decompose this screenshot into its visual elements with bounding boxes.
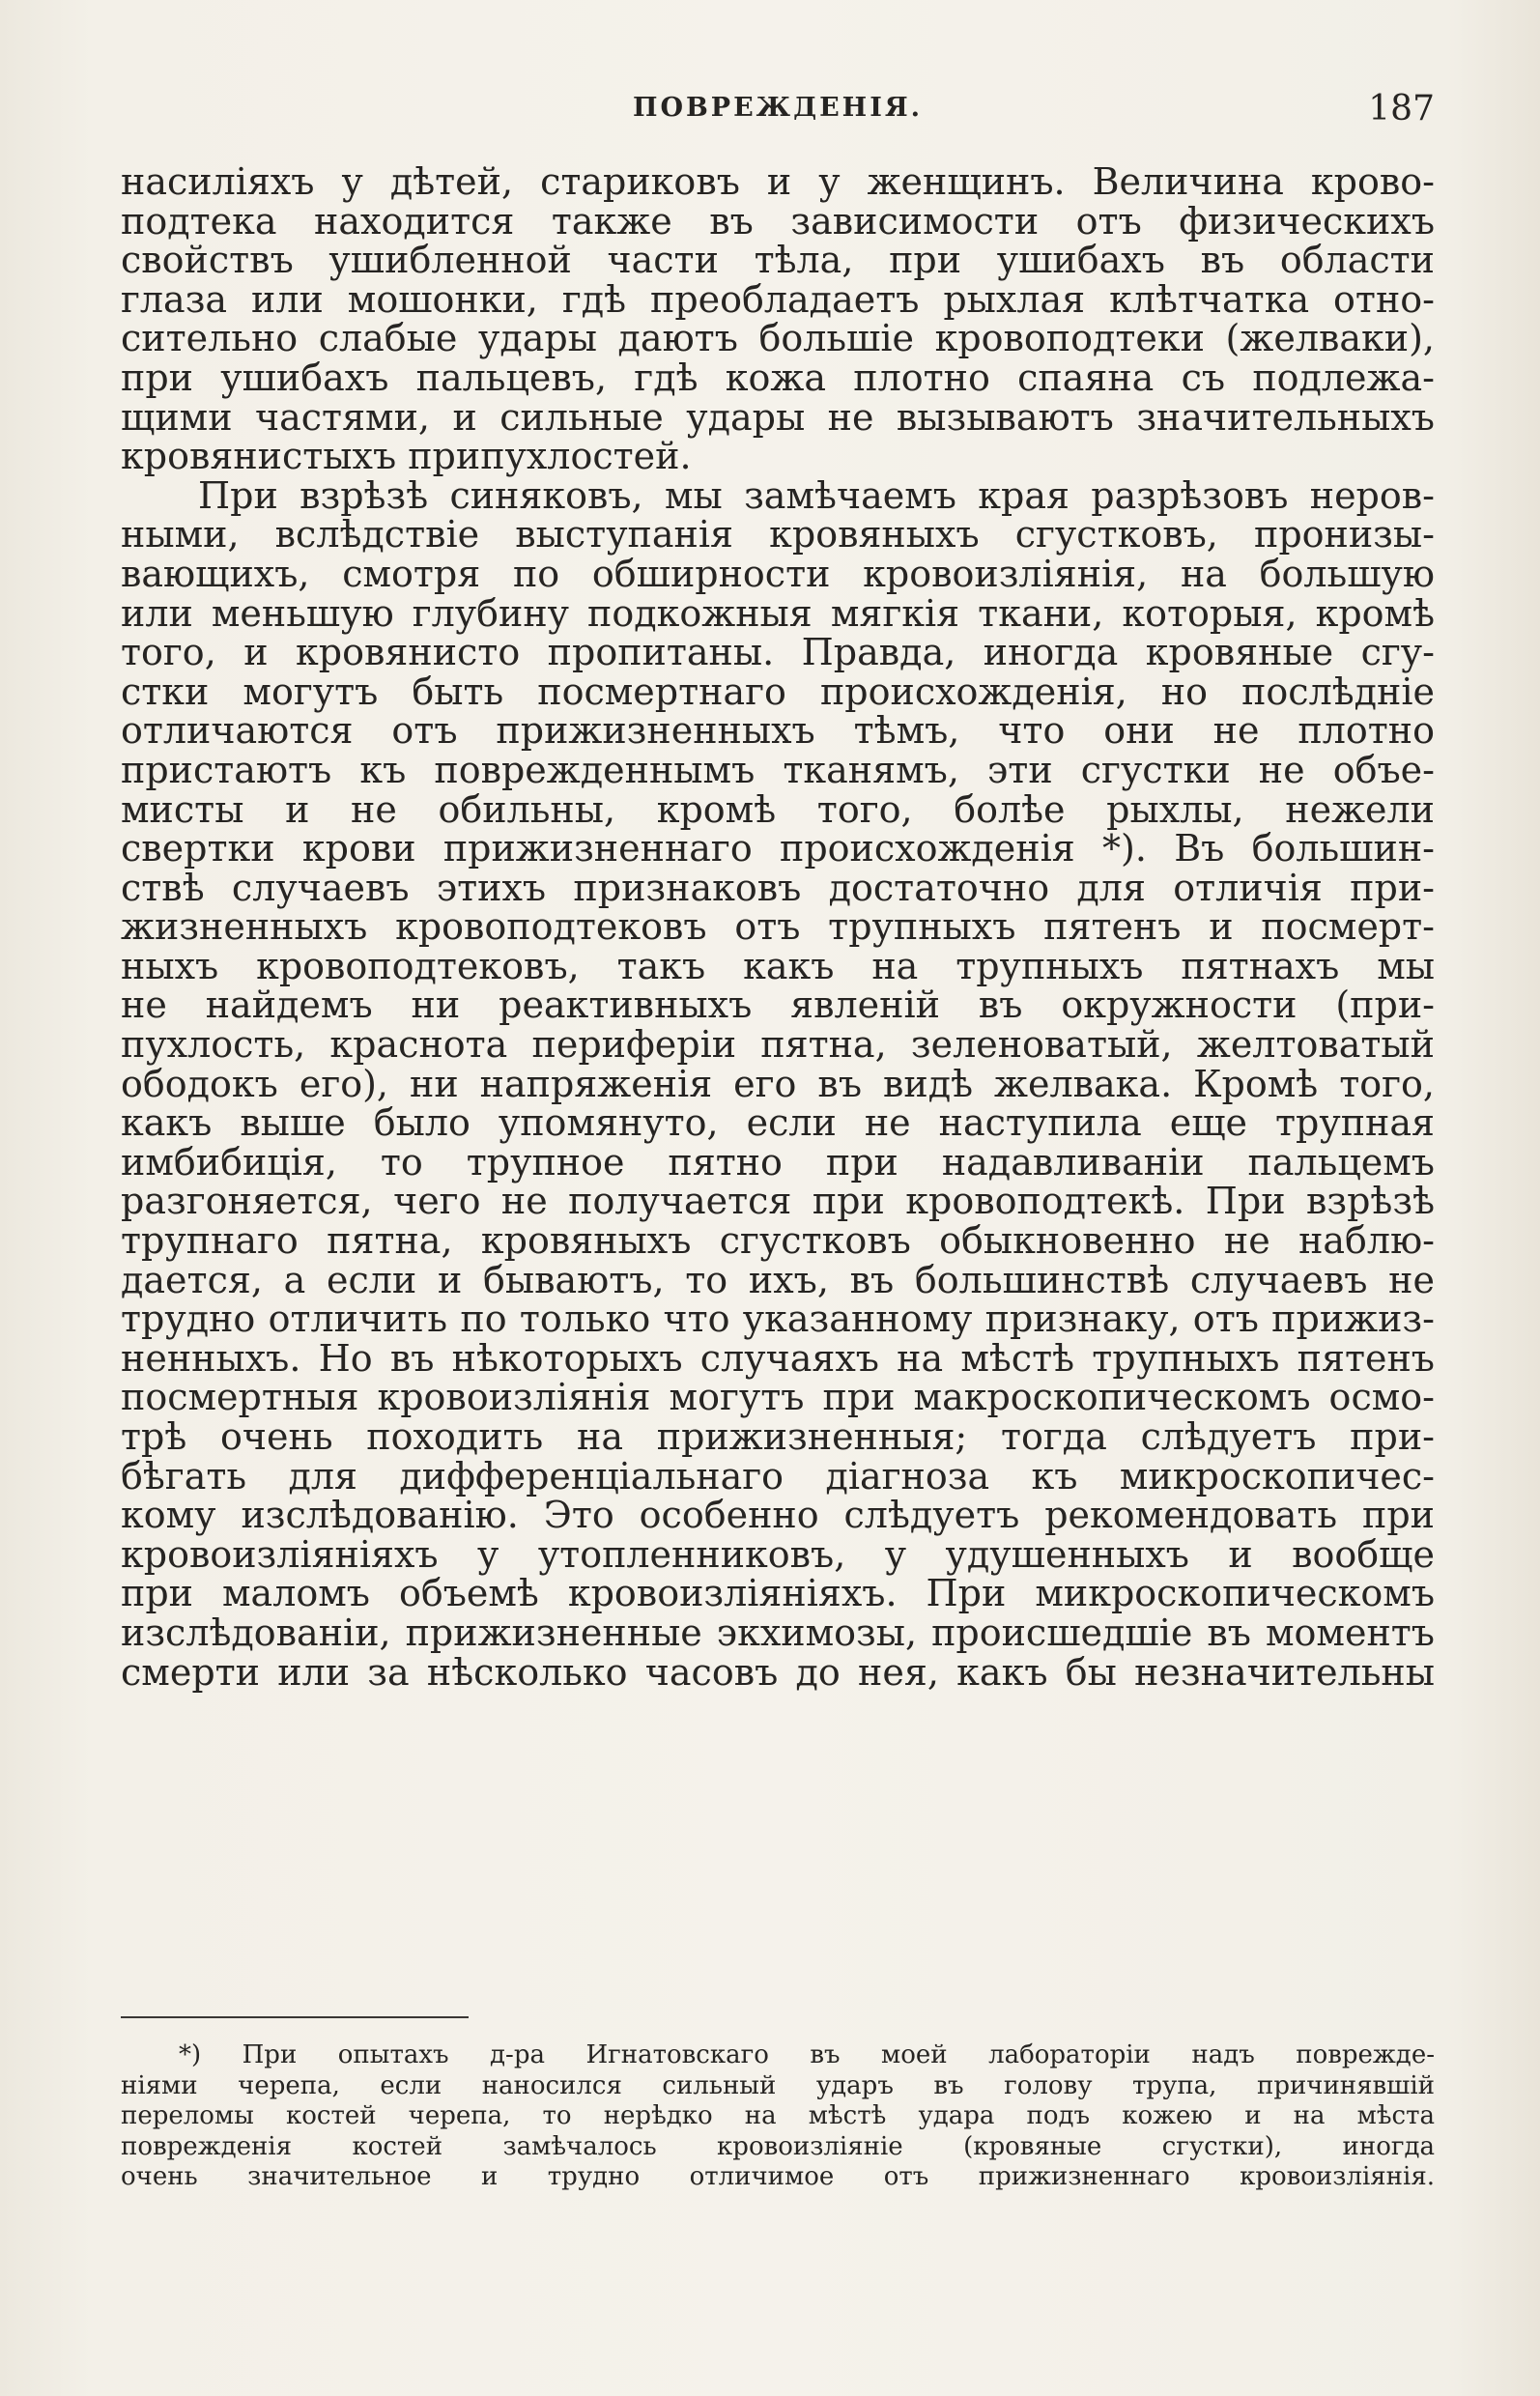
page-number: 187 [1368, 89, 1435, 128]
text-line: кровоизліяніяхъ у утопленниковъ, у удушенныхъ и вообще [121, 1532, 1435, 1576]
text-line: при маломъ объемѣ кровоизліяніяхъ. При микроскопическомъ [121, 1572, 1435, 1615]
footnote-line: очень значительное и трудно отличимое отъ прижизненнаго кровоизліянія. [121, 2162, 1435, 2191]
text-line: трудно отличить по только что указанному признаку, отъ прижиз- [121, 1298, 1435, 1341]
text-line: кому изслѣдованію. Это особенно слѣдуетъ рекомендовать при [121, 1494, 1435, 1537]
main-text [121, 162, 1435, 1692]
text-line: насиліяхъ у дѣтей, стариковъ и у женщинъ. Величина крово- [121, 160, 1435, 203]
text-line: мисты и не обильны, кромѣ того, болѣе рыхлы, нежели [121, 787, 1435, 831]
text-line: изслѣдованіи, прижизненные экхимозы, происшедшіе въ моментъ [121, 1611, 1435, 1654]
text-line: кровянистыхъ припухлостей. [121, 435, 692, 478]
text-line: отличаются отъ прижизненныхъ тѣмъ, что они не плотно [121, 709, 1435, 753]
text-line: сительно слабые удары даютъ большіе кровоподтеки (желваки), [121, 317, 1435, 360]
text-line: глаза или мошонки, гдѣ преобладаетъ рыхлая клѣтчатка отно- [121, 277, 1435, 321]
text-line: бѣгать для дифференціальнаго діагноза къ микроскопичес- [121, 1454, 1435, 1498]
text-line: того, и кровянисто пропитаны. Правда, иногда кровяные сгу- [121, 631, 1435, 674]
text-line: посмертныя кровоизліянія могутъ при макроскопическомъ осмо- [121, 1376, 1435, 1419]
text-line: какъ выше было упомянуто, если не наступила еще трупная [121, 1101, 1435, 1145]
text-line: дается, а если и бываютъ, то ихъ, въ большинствѣ случаевъ не [121, 1258, 1435, 1301]
text-line: ненныхъ. Но въ нѣкоторыхъ случаяхъ на мѣстѣ трупныхъ пятенъ [121, 1336, 1435, 1380]
footnote-divider [121, 2016, 469, 2018]
footnote-line: переломы костей черепа, то нерѣдко на мѣстѣ удара подъ кожею и на мѣста [121, 2101, 1435, 2130]
text-line: свойствъ ушибленной части тѣла, при ушибахъ въ области [121, 239, 1435, 282]
text-line: щими частями, и сильные удары не вызываютъ значительныхъ [121, 395, 1435, 439]
text-line: подтека находится также въ зависимости отъ физическихъ [121, 199, 1435, 242]
text-line: пухлость, краснота периферіи пятна, зеленоватый, желтоватый [121, 1023, 1435, 1067]
footnote-line: ніями черепа, если наносился сильный ударъ въ голову трупа, причинявшій [121, 2070, 1435, 2100]
running-title: ПОВРЕЖДЕНІЯ. [632, 93, 924, 123]
text-line: смерти или за нѣсколько часовъ до нея, какъ бы незначительны [121, 1650, 1435, 1694]
text-line: пристаютъ къ поврежденнымъ тканямъ, эти сгустки не объе- [121, 748, 1435, 791]
text-line: вающихъ, смотря по обширности кровоизліянія, на большую [121, 552, 1435, 595]
text-line: трупнаго пятна, кровяныхъ сгустковъ обыкновенно не наблю- [121, 1219, 1435, 1263]
paragraph-start-line: При взрѣзѣ синяковъ, мы замѣчаемъ края разрѣзовъ неров- [198, 473, 1435, 517]
text-line: имбибиція, то трупное пятно при надавливаніи пальцемъ [121, 1140, 1435, 1184]
text-line: ствѣ случаевъ этихъ признаковъ достаточно для отличія при- [121, 866, 1435, 909]
text-line: стки могутъ быть посмертнаго происхожденія, но послѣдніе [121, 670, 1435, 713]
text-line: трѣ очень походить на прижизненныя; тогда слѣдуетъ при- [121, 1415, 1435, 1458]
text-line: или меньшую глубину подкожныя мягкія ткани, которыя, кромѣ [121, 591, 1435, 635]
text-line: разгоняется, чего не получается при кровоподтекѣ. При взрѣзѣ [121, 1180, 1435, 1223]
text-line: жизненныхъ кровоподтековъ отъ трупныхъ пятенъ и посмерт- [121, 905, 1435, 949]
page-header [121, 89, 1435, 137]
text-line: свертки крови прижизненнаго происхожденія *). Въ большин- [121, 827, 1435, 870]
footnote-line: поврежденія костей замѣчалось кровоизліяніе (кровяные сгустки), иногда [121, 2131, 1435, 2161]
text-line: ныхъ кровоподтековъ, такъ какъ на трупныхъ пятнахъ мы [121, 944, 1435, 987]
text-line: ными, вслѣдствіе выступанія кровяныхъ сгустковъ, пронизы- [121, 513, 1435, 556]
footnote-line: *) При опытахъ д-ра Игнатовскаго въ моей лабораторіи надъ поврежде- [179, 2040, 1435, 2069]
footnote [121, 2040, 1435, 2193]
text-line: ободокъ его), ни напряженія его въ видѣ желвака. Кромѣ того, [121, 1062, 1435, 1105]
text-line: не найдемъ ни реактивныхъ явленій въ окружности (при- [121, 984, 1435, 1027]
text-line: при ушибахъ пальцевъ, гдѣ кожа плотно спаяна съ подлежа- [121, 356, 1435, 399]
